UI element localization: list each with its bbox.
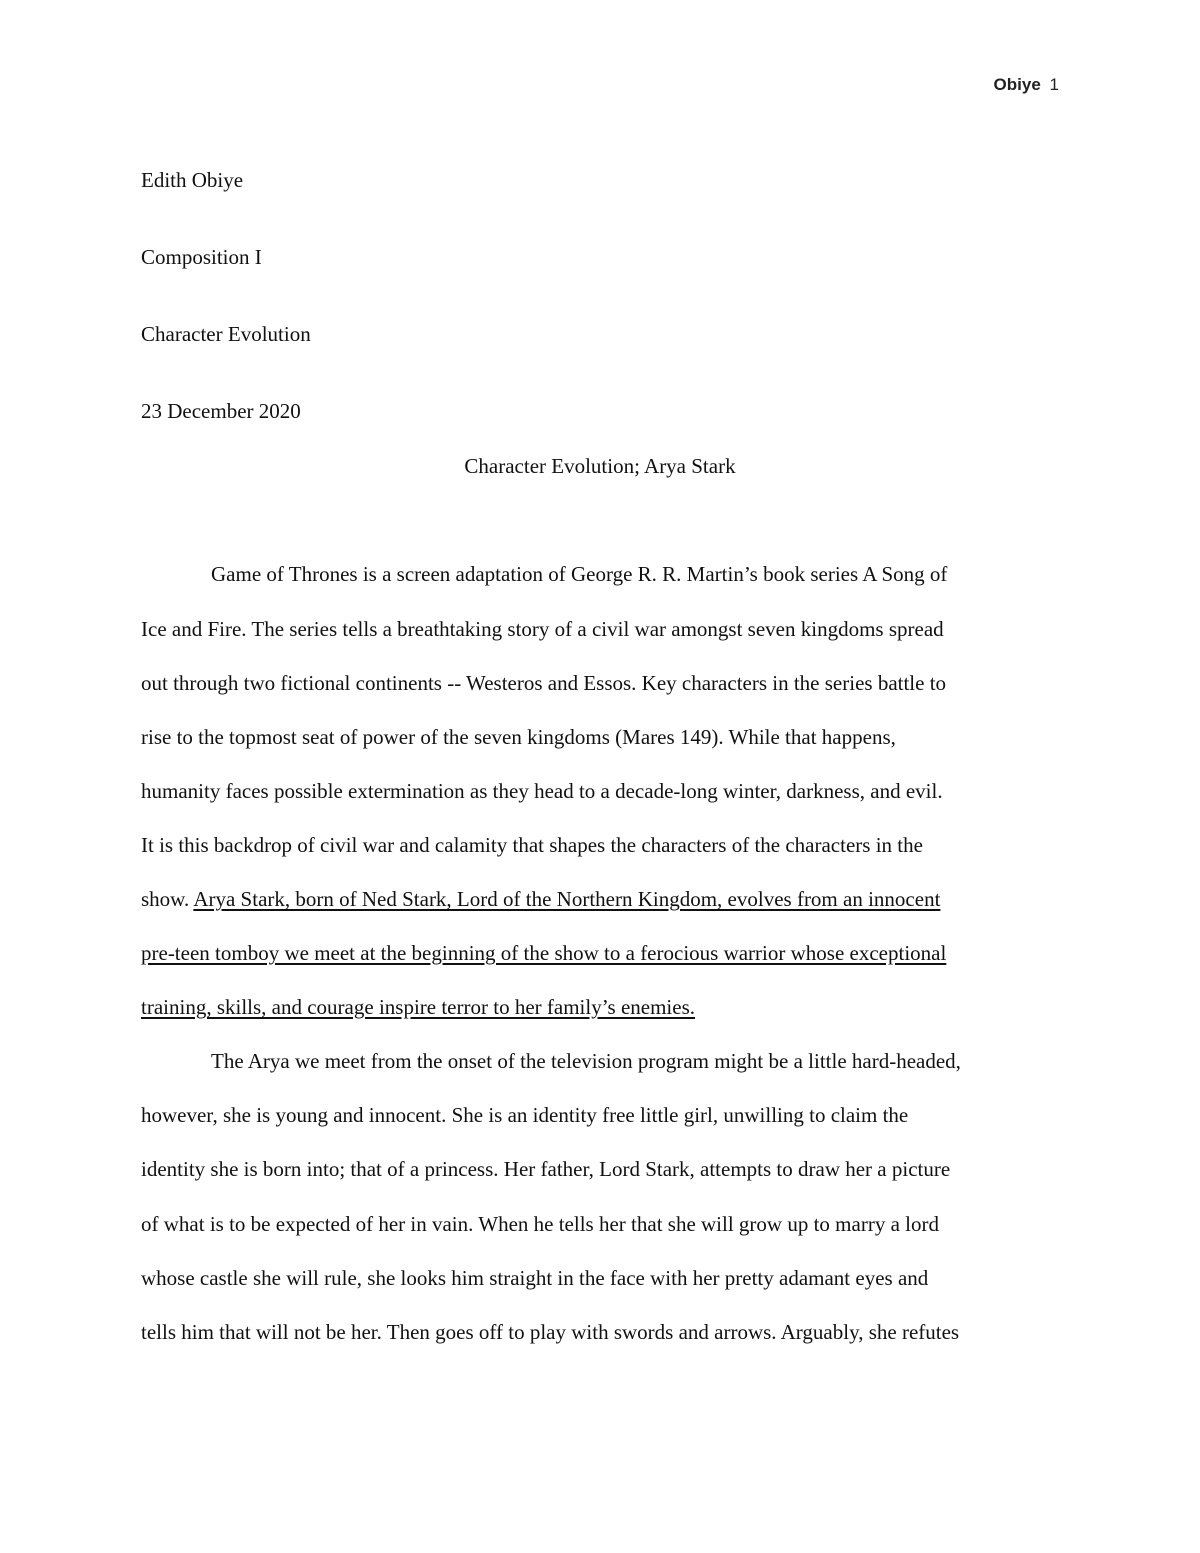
student-name: Edith Obiye [141, 168, 244, 192]
running-header [994, 74, 1059, 96]
paragraph2-line6: tells him that will not be her. Then goes off to play with swords and arrows. Arguably, she refutes [141, 1320, 960, 1344]
paragraph2-line5: whose castle she will rule, she looks him straight in the face with her pretty adamant eyes and [141, 1266, 929, 1290]
course-name: Composition I [141, 245, 262, 269]
thesis-statement-part1: Arya Stark, born of Ned Stark, Lord of the Northern Kingdom, evolves from an innocent [193, 887, 941, 911]
paragraph2-line1: The Arya we meet from the onset of the television program might be a little hard-headed, [211, 1049, 961, 1073]
paragraph1-line1: Game of Thrones is a screen adaptation of George R. R. Martin’s book series A Song of [211, 562, 948, 586]
paragraph1-line7-text: show. [141, 887, 194, 911]
paragraph1-line7 [141, 886, 940, 912]
essay-date: 23 December 2020 [141, 399, 301, 423]
paragraph1-line4: rise to the topmost seat of power of the seven kingdoms (Mares 149). While that happens, [141, 725, 896, 749]
header-page-number: 1 [1049, 75, 1059, 94]
paragraph1-line5: humanity faces possible extermination as they head to a decade-long winter, darkness, and evil. [141, 779, 943, 803]
essay-title: Character Evolution; Arya Stark [464, 454, 736, 478]
thesis-statement-part3: training, skills, and courage inspire terror to her family’s enemies. [141, 995, 696, 1019]
paragraph1-line2: Ice and Fire. The series tells a breathtaking story of a civil war amongst seven kingdoms spread [141, 617, 944, 641]
paragraph2-line3: identity she is born into; that of a princess. Her father, Lord Stark, attempts to draw her a picture [141, 1157, 951, 1181]
paragraph2-line4: of what is to be expected of her in vain. When he tells her that she will grow up to marry a lord [141, 1212, 939, 1236]
header-author-name: Obiye [993, 75, 1041, 94]
thesis-statement-part2: pre-teen tomboy we meet at the beginning of the show to a ferocious warrior whose exceptional [141, 941, 947, 965]
assignment-name: Character Evolution [141, 322, 311, 346]
paragraph1-line3: out through two fictional continents -- Westeros and Essos. Key characters in the series battle to [141, 671, 947, 695]
paragraph2-line2: however, she is young and innocent. She is an identity free little girl, unwilling to claim the [141, 1103, 909, 1127]
paragraph1-line6: It is this backdrop of civil war and calamity that shapes the characters of the characters in the [141, 833, 923, 857]
